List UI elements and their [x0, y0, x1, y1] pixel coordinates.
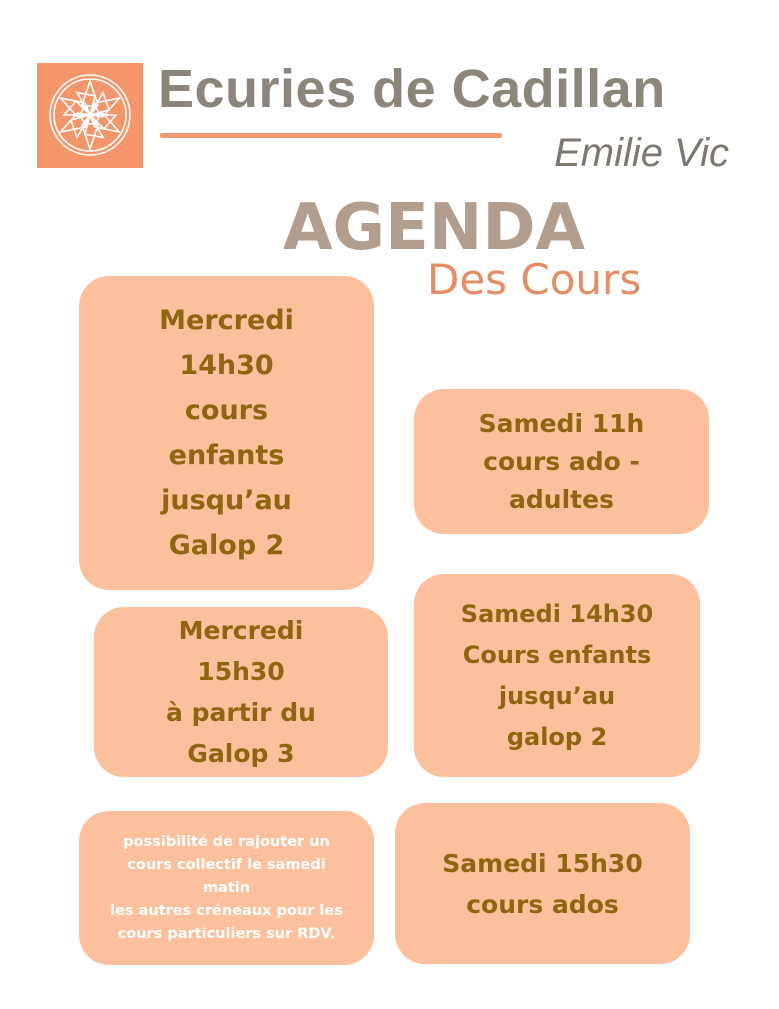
card-line: Galop 2 [168, 530, 285, 561]
card-line: cours collectif le samedi [127, 856, 326, 873]
agenda-title: AGENDA [283, 191, 585, 265]
card-line: 14h30 [179, 350, 274, 381]
card-line: 15h30 [197, 657, 285, 686]
card-line: Mercredi [178, 616, 304, 645]
card-mercredi-15h30 [94, 607, 388, 777]
card-line: Galop 3 [187, 739, 295, 768]
card-line: Cours enfants [462, 640, 652, 669]
card-line: cours [184, 395, 269, 426]
card-line: galop 2 [506, 722, 608, 751]
card-line: possibilité de rajouter un [123, 833, 330, 850]
card-line: Mercredi [159, 305, 294, 336]
card-mercredi-14h30 [79, 276, 374, 590]
card-line: Samedi 14h30 [460, 599, 654, 628]
card-samedi-14h30 [414, 574, 700, 777]
card-line: cours particuliers sur RDV. [117, 925, 336, 942]
card-line: jusqu’au [498, 681, 616, 710]
flower-star-icon [37, 63, 143, 168]
card-line: cours ados [466, 889, 619, 919]
logo [37, 63, 143, 168]
card-line: matin [202, 879, 251, 896]
card-line: jusqu’au [161, 485, 292, 516]
card-line: les autres créneaux pour les [110, 902, 343, 919]
card-line: enfants [168, 440, 285, 471]
card-line: Samedi 15h30 [442, 848, 643, 878]
card-line: cours ado - [483, 446, 640, 476]
agenda-subtitle: Des Cours [427, 255, 642, 304]
card-line: à partir du [166, 698, 316, 727]
brand-title: Ecuries de Cadillan [158, 59, 666, 119]
card-line: adultes [509, 484, 614, 514]
brand-divider [160, 133, 502, 138]
card-samedi-15h30 [395, 803, 690, 964]
card-line: Samedi 11h [478, 408, 645, 438]
brand-subtitle: Emilie Vic [554, 131, 729, 175]
card-samedi-11h [414, 389, 709, 534]
card-note [79, 811, 374, 965]
